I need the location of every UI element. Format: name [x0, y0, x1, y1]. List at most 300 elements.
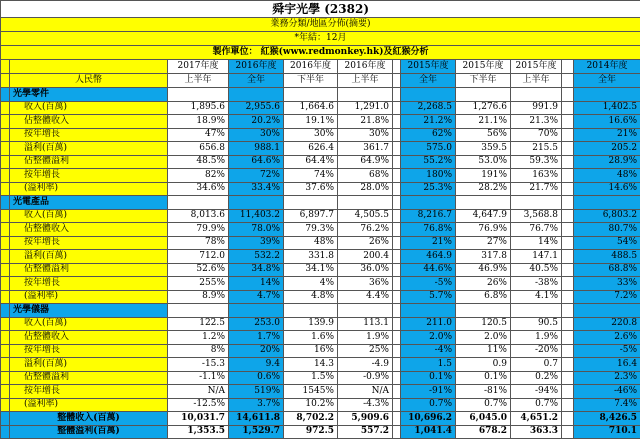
table-cell: 55.2%	[401, 155, 456, 169]
section-title: 光電產品	[10, 196, 168, 210]
table-cell: 5.7%	[401, 290, 456, 304]
table-cell: 122.5	[168, 317, 229, 331]
table-cell: 76.8%	[401, 223, 456, 237]
section-filler	[574, 196, 640, 210]
table-cell: 30%	[229, 128, 284, 142]
column-year-header: 2015年度	[511, 60, 562, 74]
total-cell: 1,529.7	[229, 425, 284, 439]
total-label: 整體收入(百萬)	[10, 412, 168, 426]
row-marker	[1, 344, 10, 358]
row-label: 佔整體溢利	[10, 263, 168, 277]
table-cell: 19.1%	[284, 115, 338, 129]
table-cell: 7.2%	[574, 290, 640, 304]
section-filler	[574, 88, 640, 102]
row-label: 溢利(百萬)	[10, 358, 168, 372]
row-label: 溢利(百萬)	[10, 250, 168, 264]
spacer-cell	[393, 385, 401, 399]
section-marker	[1, 304, 10, 318]
table-cell: 712.0	[168, 250, 229, 264]
table-cell: 14.6%	[574, 182, 640, 196]
table-cell: 64.4%	[284, 155, 338, 169]
row-marker	[1, 385, 10, 399]
table-cell: 16%	[284, 344, 338, 358]
table-cell: 0.7%	[511, 398, 562, 412]
section-filler	[168, 88, 229, 102]
row-marker	[1, 236, 10, 250]
table-cell: 1.7%	[229, 331, 284, 345]
table-cell: 68%	[338, 169, 393, 183]
row-label: 按年增長	[10, 128, 168, 142]
spacer-cell	[393, 290, 401, 304]
table-cell: 0.7%	[456, 398, 511, 412]
spacer-cell	[562, 425, 574, 439]
section-filler	[511, 88, 562, 102]
table-cell: 1,276.6	[456, 101, 511, 115]
spacer-cell	[393, 209, 401, 223]
spacer-cell	[393, 101, 401, 115]
table-cell: 139.9	[284, 317, 338, 331]
currency-label: 人民幣	[10, 74, 168, 88]
table-cell: 14.3	[284, 358, 338, 372]
table-cell: 464.9	[401, 250, 456, 264]
table-cell: 30%	[338, 128, 393, 142]
table-cell: 21.1%	[456, 115, 511, 129]
row-label: 佔整體收入	[10, 115, 168, 129]
spacer-cell	[393, 236, 401, 250]
table-cell: 21.3%	[511, 115, 562, 129]
spacer-cell	[562, 74, 574, 88]
table-cell: 9.4	[229, 358, 284, 372]
table-cell: 14%	[229, 277, 284, 291]
section-marker	[1, 196, 10, 210]
table-cell: 6,803.2	[574, 209, 640, 223]
spacer-cell	[393, 317, 401, 331]
row-marker	[1, 331, 10, 345]
table-cell: 163%	[511, 169, 562, 183]
table-cell: 21.7%	[511, 182, 562, 196]
table-cell: 6.8%	[456, 290, 511, 304]
table-cell: 46.9%	[456, 263, 511, 277]
table-cell: -15.3	[168, 358, 229, 372]
row-label: 佔整體收入	[10, 331, 168, 345]
table-cell: 36.0%	[338, 263, 393, 277]
table-cell: 991.9	[511, 101, 562, 115]
table-cell: 4.1%	[511, 290, 562, 304]
table-cell: 78.0%	[229, 223, 284, 237]
section-filler	[338, 88, 393, 102]
spacer-cell	[562, 101, 574, 115]
spacer-cell	[393, 223, 401, 237]
table-cell: 1545%	[284, 385, 338, 399]
spacer-cell	[562, 60, 574, 74]
column-period-header: 下半年	[456, 74, 511, 88]
table-cell: 1.9%	[511, 331, 562, 345]
table-cell: 317.8	[456, 250, 511, 264]
table-cell: 2,268.5	[401, 101, 456, 115]
table-cell: 48%	[574, 169, 640, 183]
table-cell: 3,568.8	[511, 209, 562, 223]
row-label: 按年增長	[10, 385, 168, 399]
row-marker	[1, 169, 10, 183]
row-marker	[1, 398, 10, 412]
total-label: 整體溢利(百萬)	[10, 425, 168, 439]
total-cell: 8,426.5	[574, 412, 640, 426]
spacer-cell	[393, 250, 401, 264]
spacer-cell	[562, 344, 574, 358]
table-cell: 4%	[284, 277, 338, 291]
table-cell: 2.6%	[574, 331, 640, 345]
table-cell: 79.3%	[284, 223, 338, 237]
total-cell: 5,909.6	[338, 412, 393, 426]
table-cell: 30%	[284, 128, 338, 142]
section-filler	[456, 304, 511, 318]
spacer-cell	[393, 169, 401, 183]
table-cell: 359.5	[456, 142, 511, 156]
table-cell: 180%	[401, 169, 456, 183]
total-marker	[1, 425, 10, 439]
table-cell: 2.0%	[401, 331, 456, 345]
table-cell: 25.3%	[401, 182, 456, 196]
spacer-cell	[562, 290, 574, 304]
total-cell: 972.5	[284, 425, 338, 439]
table-cell: -46%	[574, 385, 640, 399]
spacer-cell	[562, 128, 574, 142]
table-cell: 18.9%	[168, 115, 229, 129]
section-filler	[168, 304, 229, 318]
table-cell: 56%	[456, 128, 511, 142]
section-filler	[284, 196, 338, 210]
column-year-header: 2014年度	[574, 60, 640, 74]
table-cell: -12.5%	[168, 398, 229, 412]
table-cell: 532.2	[229, 250, 284, 264]
table-cell: 0.2%	[511, 371, 562, 385]
table-cell: 48.5%	[168, 155, 229, 169]
spacer-cell	[393, 263, 401, 277]
table-cell: 2,955.6	[229, 101, 284, 115]
corner-cell	[1, 74, 10, 88]
column-period-header: 下半年	[284, 74, 338, 88]
section-filler	[562, 88, 574, 102]
spacer-cell	[393, 277, 401, 291]
table-cell: 53.0%	[456, 155, 511, 169]
row-marker	[1, 290, 10, 304]
section-filler	[229, 196, 284, 210]
spacer-cell	[562, 250, 574, 264]
table-cell: 74%	[284, 169, 338, 183]
table-cell: 1.6%	[284, 331, 338, 345]
table-cell: 62%	[401, 128, 456, 142]
table-cell: 1.5%	[284, 371, 338, 385]
row-marker	[1, 358, 10, 372]
spacer-cell	[393, 412, 401, 426]
section-filler	[562, 196, 574, 210]
table-cell: 33.4%	[229, 182, 284, 196]
table-cell: -20%	[511, 344, 562, 358]
table-cell: 64.9%	[338, 155, 393, 169]
row-label: 佔整體溢利	[10, 371, 168, 385]
table-cell: 26%	[338, 236, 393, 250]
section-filler	[284, 304, 338, 318]
table-cell: 16.6%	[574, 115, 640, 129]
row-marker	[1, 223, 10, 237]
table-cell: 16.4	[574, 358, 640, 372]
row-label: 溢利(百萬)	[10, 142, 168, 156]
total-cell: 8,702.2	[284, 412, 338, 426]
total-cell: 6,045.0	[456, 412, 511, 426]
row-marker	[1, 277, 10, 291]
table-cell: 72%	[229, 169, 284, 183]
row-marker	[1, 263, 10, 277]
table-cell: 0.1%	[401, 371, 456, 385]
table-cell: 361.7	[338, 142, 393, 156]
table-cell: 6,897.7	[284, 209, 338, 223]
table-cell: 21%	[401, 236, 456, 250]
table-cell: 80.7%	[574, 223, 640, 237]
table-cell: -5%	[574, 344, 640, 358]
table-cell: 4,505.5	[338, 209, 393, 223]
section-title: 光學儀器	[10, 304, 168, 318]
table-cell: 21%	[574, 128, 640, 142]
section-filler	[338, 196, 393, 210]
table-cell: 211.0	[401, 317, 456, 331]
table-cell: 47%	[168, 128, 229, 142]
table-cell: 36%	[338, 277, 393, 291]
table-cell: 0.6%	[229, 371, 284, 385]
table-cell: 220.8	[574, 317, 640, 331]
corner-cell	[10, 60, 168, 74]
spacer-cell	[562, 358, 574, 372]
table-cell: -4%	[401, 344, 456, 358]
spacer-cell	[562, 155, 574, 169]
table-cell: 76.2%	[338, 223, 393, 237]
column-year-header: 2017年度	[168, 60, 229, 74]
spacer-cell	[393, 331, 401, 345]
table-cell: 191%	[456, 169, 511, 183]
spacer-cell	[562, 277, 574, 291]
spacer-cell	[393, 74, 401, 88]
section-filler	[338, 304, 393, 318]
table-cell: 2.3%	[574, 371, 640, 385]
spacer-cell	[393, 182, 401, 196]
table-cell: 82%	[168, 169, 229, 183]
row-marker	[1, 155, 10, 169]
spacer-cell	[562, 385, 574, 399]
table-cell: -5%	[401, 277, 456, 291]
row-marker	[1, 142, 10, 156]
spacer-cell	[562, 331, 574, 345]
row-label: 按年增長	[10, 169, 168, 183]
table-cell: N/A	[338, 385, 393, 399]
table-cell: -4.9	[338, 358, 393, 372]
table-cell: 76.9%	[456, 223, 511, 237]
row-marker	[1, 182, 10, 196]
table-cell: 10.2%	[284, 398, 338, 412]
spacer-cell	[393, 371, 401, 385]
table-cell: 25%	[338, 344, 393, 358]
section-filler	[401, 88, 456, 102]
row-label: (溢利率)	[10, 398, 168, 412]
table-cell: 626.4	[284, 142, 338, 156]
section-title: 光學零件	[10, 88, 168, 102]
table-cell: 33%	[574, 277, 640, 291]
table-cell: 39%	[229, 236, 284, 250]
table-cell: 215.5	[511, 142, 562, 156]
table-cell: -38%	[511, 277, 562, 291]
table-cell: 656.8	[168, 142, 229, 156]
table-cell: 7.4%	[574, 398, 640, 412]
column-year-header: 2015年度	[456, 60, 511, 74]
table-cell: 1,291.0	[338, 101, 393, 115]
column-period-header: 上半年	[511, 74, 562, 88]
table-cell: 14%	[511, 236, 562, 250]
table-cell: -91%	[401, 385, 456, 399]
spacer-cell	[562, 263, 574, 277]
table-cell: 8,013.6	[168, 209, 229, 223]
table-cell: -1.1%	[168, 371, 229, 385]
section-filler	[401, 196, 456, 210]
table-cell: 34.1%	[284, 263, 338, 277]
column-year-header: 2016年度	[229, 60, 284, 74]
row-marker	[1, 115, 10, 129]
spacer-cell	[393, 142, 401, 156]
table-cell: 26%	[456, 277, 511, 291]
corner-cell	[1, 60, 10, 74]
row-marker	[1, 250, 10, 264]
subtitle-banner: 業務分類/地區分佈(摘要)	[1, 18, 640, 32]
total-marker	[1, 412, 10, 426]
spacer-cell	[562, 236, 574, 250]
section-filler	[456, 88, 511, 102]
table-cell: 4.8%	[284, 290, 338, 304]
table-cell: -4.3%	[338, 398, 393, 412]
table-cell: 4.7%	[229, 290, 284, 304]
credit-banner: 製作單位： 紅猴(www.redmonkey.hk)及紅猴分析	[1, 46, 640, 60]
table-cell: 331.8	[284, 250, 338, 264]
table-cell: 205.2	[574, 142, 640, 156]
row-label: 按年增長	[10, 277, 168, 291]
table-cell: 54%	[574, 236, 640, 250]
spacer-cell	[562, 182, 574, 196]
section-filler	[168, 196, 229, 210]
table-cell: 8,216.7	[401, 209, 456, 223]
table-cell: 48%	[284, 236, 338, 250]
total-cell: 710.1	[574, 425, 640, 439]
table-cell: 147.1	[511, 250, 562, 264]
section-filler	[562, 304, 574, 318]
table-cell: 113.1	[338, 317, 393, 331]
year-end-banner: *年結：12月	[1, 32, 640, 46]
table-cell: 0.1%	[456, 371, 511, 385]
section-filler	[574, 304, 640, 318]
row-label: 收入(百萬)	[10, 317, 168, 331]
table-cell: 120.5	[456, 317, 511, 331]
spacer-cell	[562, 115, 574, 129]
spacer-cell	[393, 425, 401, 439]
table-cell: N/A	[168, 385, 229, 399]
table-cell: 44.6%	[401, 263, 456, 277]
spacer-cell	[562, 209, 574, 223]
table-cell: 34.6%	[168, 182, 229, 196]
column-year-header: 2016年度	[284, 60, 338, 74]
table-cell: 8.9%	[168, 290, 229, 304]
spacer-cell	[562, 398, 574, 412]
spacer-cell	[393, 60, 401, 74]
spacer-cell	[562, 223, 574, 237]
total-cell: 1,041.4	[401, 425, 456, 439]
page-title: 舜宇光學 (2382)	[1, 1, 640, 18]
spacer-cell	[562, 169, 574, 183]
table-cell: -0.9%	[338, 371, 393, 385]
table-cell: 21.8%	[338, 115, 393, 129]
section-marker	[1, 88, 10, 102]
column-period-header: 上半年	[338, 74, 393, 88]
table-cell: 76.7%	[511, 223, 562, 237]
table-cell: 28.0%	[338, 182, 393, 196]
section-filler	[393, 88, 401, 102]
table-cell: 59.3%	[511, 155, 562, 169]
spacer-cell	[562, 317, 574, 331]
column-period-header: 全年	[229, 74, 284, 88]
table-cell: 255%	[168, 277, 229, 291]
table-cell: 200.4	[338, 250, 393, 264]
table-cell: 575.0	[401, 142, 456, 156]
row-label: 按年增長	[10, 344, 168, 358]
table-cell: 20.2%	[229, 115, 284, 129]
table-cell: 0.7	[511, 358, 562, 372]
total-cell: 10,031.7	[168, 412, 229, 426]
table-cell: 488.5	[574, 250, 640, 264]
table-cell: 1.9%	[338, 331, 393, 345]
table-cell: 28.9%	[574, 155, 640, 169]
total-cell: 363.3	[511, 425, 562, 439]
total-cell: 1,353.5	[168, 425, 229, 439]
section-filler	[393, 304, 401, 318]
table-cell: 0.9	[456, 358, 511, 372]
column-year-header: 2016年度	[338, 60, 393, 74]
table-cell: 4,647.9	[456, 209, 511, 223]
table-cell: 11%	[456, 344, 511, 358]
total-cell: 4,651.2	[511, 412, 562, 426]
section-filler	[401, 304, 456, 318]
table-cell: 3.7%	[229, 398, 284, 412]
section-filler	[229, 88, 284, 102]
total-cell: 14,611.8	[229, 412, 284, 426]
spacer-cell	[393, 358, 401, 372]
section-filler	[511, 304, 562, 318]
table-cell: 28.2%	[456, 182, 511, 196]
table-cell: 20%	[229, 344, 284, 358]
table-cell: 253.0	[229, 317, 284, 331]
table-cell: 34.8%	[229, 263, 284, 277]
table-cell: 1,402.5	[574, 101, 640, 115]
row-marker	[1, 209, 10, 223]
section-filler	[229, 304, 284, 318]
row-marker	[1, 317, 10, 331]
table-cell: 4.4%	[338, 290, 393, 304]
table-cell: 988.1	[229, 142, 284, 156]
table-cell: 78%	[168, 236, 229, 250]
table-cell: 27%	[456, 236, 511, 250]
column-year-header: 2015年度	[401, 60, 456, 74]
table-cell: 0.7%	[401, 398, 456, 412]
table-cell: 21.2%	[401, 115, 456, 129]
row-marker	[1, 371, 10, 385]
column-period-header: 上半年	[168, 74, 229, 88]
total-cell: 557.2	[338, 425, 393, 439]
table-cell: 64.6%	[229, 155, 284, 169]
row-label: (溢利率)	[10, 182, 168, 196]
row-marker	[1, 101, 10, 115]
